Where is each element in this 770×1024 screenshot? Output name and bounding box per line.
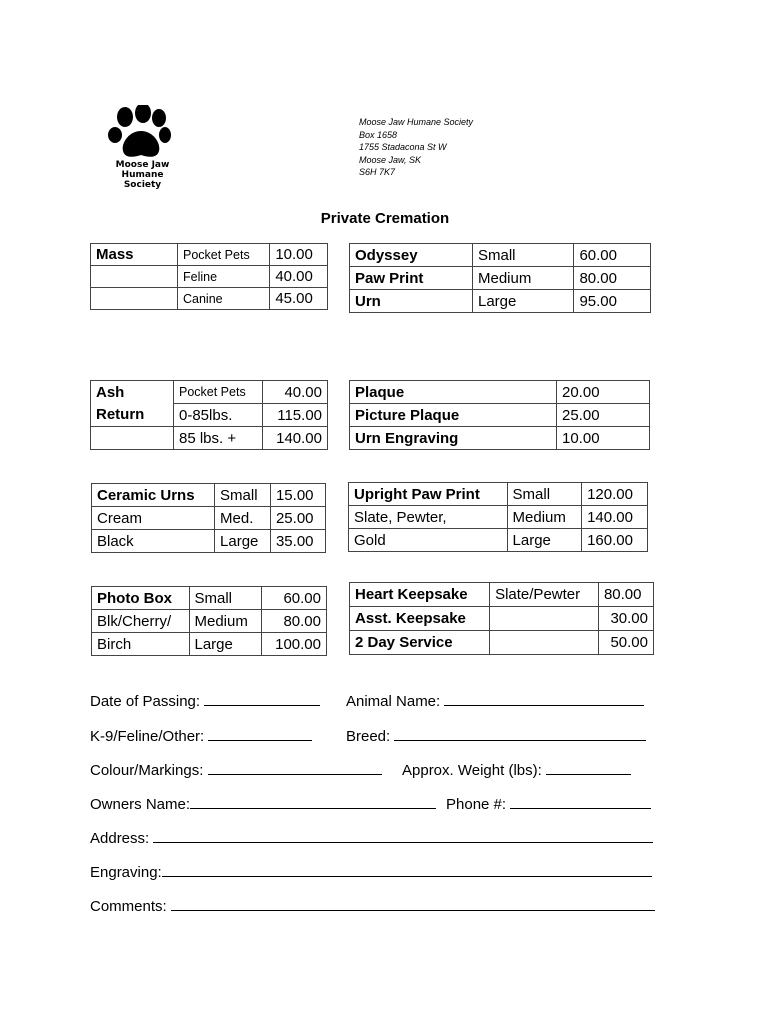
page-title: Private Cremation	[320, 210, 450, 227]
breed-row	[346, 726, 646, 745]
species-field[interactable]	[208, 726, 312, 741]
date-of-passing-label: Date of Passing:	[90, 693, 201, 710]
upright-size: Large	[507, 529, 582, 552]
ceramic-name: Black	[92, 530, 215, 553]
plaque-price: 25.00	[557, 404, 650, 427]
animal-name-row	[346, 691, 644, 710]
upright-paw-print-price-table	[348, 482, 648, 552]
weight-label: Approx. Weight (lbs):	[402, 762, 542, 779]
ceramic-price: 15.00	[270, 484, 325, 507]
mass-type: Feline	[178, 266, 270, 288]
ceramic-name: Ceramic Urns	[92, 484, 215, 507]
plaque-name: Urn Engraving	[350, 427, 557, 450]
ceramic-urns-price-table	[91, 483, 326, 553]
odyssey-name: Urn	[350, 290, 473, 313]
address-line: Box 1658	[359, 129, 398, 140]
upright-size: Small	[507, 483, 582, 506]
upright-name: Gold	[349, 529, 508, 552]
upright-price: 160.00	[582, 529, 648, 552]
mass-type: Pocket Pets	[178, 244, 270, 266]
odyssey-name: Paw Print	[350, 267, 473, 290]
photo-size: Medium	[189, 610, 262, 633]
logo-line-2: Humane Society	[121, 170, 164, 190]
plaque-name: Picture Plaque	[350, 404, 557, 427]
ceramic-size: Large	[215, 530, 271, 553]
ash-price: 140.00	[262, 427, 327, 450]
comments-field[interactable]	[171, 896, 655, 911]
photo-price: 100.00	[262, 633, 327, 656]
keepsake-price: 50.00	[598, 631, 653, 655]
ash-price: 40.00	[262, 381, 327, 404]
odyssey-name: Odyssey	[350, 244, 473, 267]
keepsake-price: 80.00	[598, 583, 653, 607]
phone-row	[446, 794, 651, 813]
ceramic-size: Med.	[215, 507, 271, 530]
address-line: S6H 7K7	[359, 167, 396, 178]
address-field[interactable]	[153, 828, 653, 843]
ceramic-size: Small	[215, 484, 271, 507]
photo-size: Small	[189, 587, 262, 610]
odyssey-price-table	[349, 243, 651, 313]
date-of-passing-row	[90, 691, 320, 710]
animal-name-field[interactable]	[444, 691, 644, 706]
address-label: Address:	[90, 830, 150, 847]
owners-field[interactable]	[190, 794, 436, 809]
weight-row	[402, 760, 631, 779]
breed-field[interactable]	[394, 726, 646, 741]
mass-type: Canine	[178, 288, 270, 310]
photo-price: 80.00	[262, 610, 327, 633]
species-row	[90, 726, 312, 745]
photo-box-price-table	[91, 586, 327, 656]
owners-label: Owners Name:	[90, 796, 191, 813]
engraving-label: Engraving:	[90, 864, 162, 881]
animal-name-label: Animal Name:	[346, 693, 441, 710]
keepsake-size	[490, 607, 599, 631]
owners-row	[90, 794, 436, 813]
plaque-price: 10.00	[557, 427, 650, 450]
colour-field[interactable]	[208, 760, 382, 775]
address-row	[90, 828, 653, 847]
address-block	[359, 116, 473, 179]
odyssey-price: 60.00	[574, 244, 651, 267]
mass-price: 40.00	[270, 266, 328, 288]
photo-name: Blk/Cherry/	[92, 610, 190, 633]
photo-name: Birch	[92, 633, 190, 656]
keepsake-price: 30.00	[598, 607, 653, 631]
upright-size: Medium	[507, 506, 582, 529]
ceramic-price: 25.00	[270, 507, 325, 530]
odyssey-price: 80.00	[574, 267, 651, 290]
mass-label: Mass	[91, 244, 178, 266]
upright-name: Slate, Pewter,	[349, 506, 508, 529]
humane-society-logo	[105, 105, 180, 190]
odyssey-price: 95.00	[574, 290, 651, 313]
species-label: K-9/Feline/Other:	[90, 728, 205, 745]
weight-field[interactable]	[546, 760, 631, 775]
phone-label: Phone #:	[446, 796, 507, 813]
mass-price-table	[90, 243, 328, 310]
upright-price: 120.00	[582, 483, 648, 506]
engraving-field[interactable]	[162, 862, 652, 877]
date-of-passing-field[interactable]	[204, 691, 320, 706]
keepsake-price-table	[349, 582, 654, 655]
plaque-price: 20.00	[557, 381, 650, 404]
upright-price: 140.00	[582, 506, 648, 529]
ash-type: 0-85lbs.	[174, 404, 263, 427]
address-line: Moose Jaw, SK	[359, 154, 422, 165]
ash-price: 115.00	[262, 404, 327, 427]
ceramic-price: 35.00	[270, 530, 325, 553]
paw-print-icon	[105, 105, 180, 163]
comments-label: Comments:	[90, 898, 167, 915]
odyssey-size: Large	[473, 290, 574, 313]
logo-line-1: Moose Jaw	[115, 160, 170, 170]
address-line: Moose Jaw Humane Society	[359, 117, 474, 127]
keepsake-size	[490, 631, 599, 655]
odyssey-size: Small	[473, 244, 574, 267]
phone-field[interactable]	[510, 794, 651, 809]
mass-price: 10.00	[270, 244, 328, 266]
ash-type: Pocket Pets	[174, 381, 263, 404]
upright-name: Upright Paw Print	[349, 483, 508, 506]
engraving-row	[90, 862, 652, 881]
keepsake-name: Heart Keepsake	[350, 583, 490, 607]
ash-type: 85 lbs. +	[174, 427, 263, 450]
plaque-name: Plaque	[350, 381, 557, 404]
plaque-price-table	[349, 380, 650, 450]
photo-price: 60.00	[262, 587, 327, 610]
ash-return-price-table	[90, 380, 328, 450]
photo-name: Photo Box	[92, 587, 190, 610]
breed-label: Breed:	[346, 728, 391, 745]
comments-row	[90, 896, 655, 915]
colour-label: Colour/Markings:	[90, 762, 204, 779]
colour-row	[90, 760, 382, 779]
keepsake-name: 2 Day Service	[350, 631, 490, 655]
address-line: 1755 Stadacona St W	[359, 142, 447, 153]
ceramic-name: Cream	[92, 507, 215, 530]
odyssey-size: Medium	[473, 267, 574, 290]
keepsake-size: Slate/Pewter	[490, 583, 599, 607]
mass-price: 45.00	[270, 288, 328, 310]
ash-label: Ash	[91, 381, 174, 404]
return-label: Return	[91, 404, 174, 427]
photo-size: Large	[189, 633, 262, 656]
keepsake-name: Asst. Keepsake	[350, 607, 490, 631]
